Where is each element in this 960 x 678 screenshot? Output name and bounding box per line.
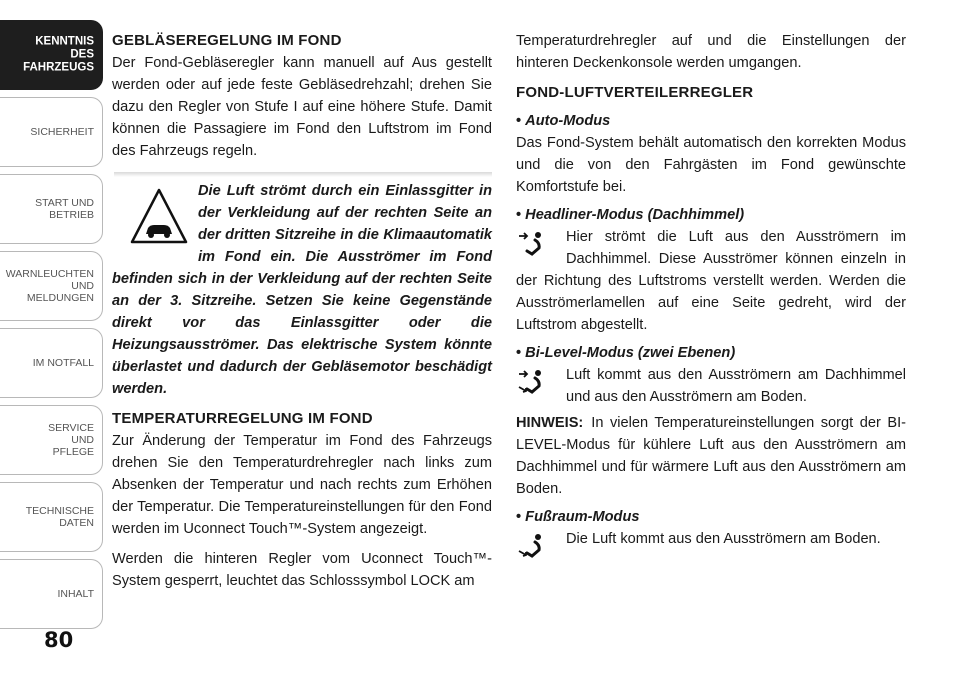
paragraph-blower: Der Fond-Gebläseregler kann manuell auf Aus gestellt werden oder auf jede feste Gebläsedrehzahl; drehen Sie dazu den Regler von Stufe I auf eine höhere Stufe. Damit können die Passagiere im Fond den Luftstrom im Fond des Fahrzeugs regeln. — [112, 55, 492, 159]
page-number: 80 — [44, 628, 74, 652]
warning-triangle-icon — [130, 188, 188, 244]
tab-label: SERVICE UND PFLEGE — [48, 422, 94, 458]
mode-title: • Auto-Modus — [516, 110, 906, 132]
warning-text: Die Luft strömt durch ein Einlassgitter in der Verkleidung auf der rechten Seite an der dritten Sitzreihe in die Klimaautomatik im Fond ein. Die Ausströmer im Fond befinden sich in der Verkleidung auf der rechten Seite an der 3. Sitzreihe. Setzen Sie keine Gegenstände direkt vor das Einlassgitter oder die Heizungsausströmer. Das elektrische System könnte überlastet und dadurch der Gebläsemotor beschädigt werden. — [112, 183, 492, 397]
paragraph-temperature: Zur Änderung der Temperatur im Fond des Fahrzeugs drehen Sie den Temperaturdrehregler nach links zum Absenken der Temperatur und nach rechts zum Erhöhen der Temperatur. Die Temperatureinstellungen für den Fond werden im Uconnect Touch™-System angezeigt. — [112, 433, 492, 537]
mode-description: Luft kommt aus den Ausströmern am Dachhimmel und aus den Ausströmern am Boden. — [566, 367, 906, 405]
heading-temperature-control: TEMPERATURREGELUNG IM FOND — [112, 410, 373, 427]
tab-label: WARNLEUCHTEN UND MELDUNGEN — [5, 268, 94, 304]
paragraph-lock: Werden die hinteren Regler vom Uconnect Touch™-System gesperrt, leuchtet das Schlosssymbol LOCK am — [112, 551, 492, 589]
tab-label: KENNTNIS DES FAHRZEUGS — [23, 35, 94, 74]
mode-description: Hier strömt die Luft aus den Ausströmern im Dachhimmel. Diese Ausströmer können einzeln in der Richtung des Luftstroms verstellt werden. Werden die Ausströmerlamellen auf eine Seite gedreht, wird der Luftstrom abgestellt. — [516, 229, 906, 333]
mode-title: • Fußraum-Modus — [516, 506, 906, 528]
paragraph-continued: Temperaturdrehregler auf und die Einstellungen der hinteren Deckenkonsole werden umgangen. — [516, 33, 906, 71]
tab-warnleuchten[interactable] — [0, 251, 103, 321]
floor-mode-icon — [518, 532, 548, 560]
mode-description: Die Luft kommt aus den Ausströmern am Boden. — [566, 531, 881, 547]
mode-floor — [516, 506, 906, 550]
mode-bilevel — [516, 342, 906, 408]
tab-label: INHALT — [57, 588, 94, 600]
bilevel-mode-icon — [518, 368, 548, 396]
note-label: HINWEIS: — [516, 415, 584, 431]
tab-sicherheit[interactable] — [0, 97, 103, 167]
tab-service-und-pflege[interactable] — [0, 405, 103, 475]
tab-label: IM NOTFALL — [32, 357, 94, 369]
tab-inhalt[interactable] — [0, 559, 103, 629]
tab-label: SICHERHEIT — [30, 126, 94, 138]
warning-box — [112, 172, 492, 400]
note — [516, 412, 906, 500]
chapter-tabs — [0, 20, 103, 636]
right-column — [516, 30, 906, 560]
tab-kenntnis-des-fahrzeugs[interactable] — [0, 20, 103, 90]
mode-title: • Headliner-Modus (Dachhimmel) — [516, 204, 906, 226]
mode-title: • Bi-Level-Modus (zwei Ebenen) — [516, 342, 906, 364]
tab-label: START UND BETRIEB — [35, 197, 94, 221]
tab-technische-daten[interactable] — [0, 482, 103, 552]
heading-blower-control: GEBLÄSEREGELUNG IM FOND — [112, 32, 342, 49]
tab-im-notfall[interactable] — [0, 328, 103, 398]
mode-auto — [516, 110, 906, 198]
tab-start-und-betrieb[interactable] — [0, 174, 103, 244]
mode-headliner — [516, 204, 906, 336]
heading-air-distribution: FOND-LUFTVERTEILERREGLER — [516, 84, 754, 101]
headliner-mode-icon — [518, 230, 548, 258]
left-column — [112, 30, 492, 592]
mode-description: Das Fond-System behält automatisch den korrekten Modus und die von den Fahrgästen im Fond gewünschte Komfortstufe bei. — [516, 135, 906, 195]
note-text: In vielen Temperatureinstellungen sorgt der BI-LEVEL-Modus für kühlere Luft aus den Ausströmern am Dachhimmel und für wärmere Luft aus den Ausströmern am Boden. — [516, 415, 906, 497]
tab-label: TECHNISCHE DATEN — [25, 505, 94, 529]
